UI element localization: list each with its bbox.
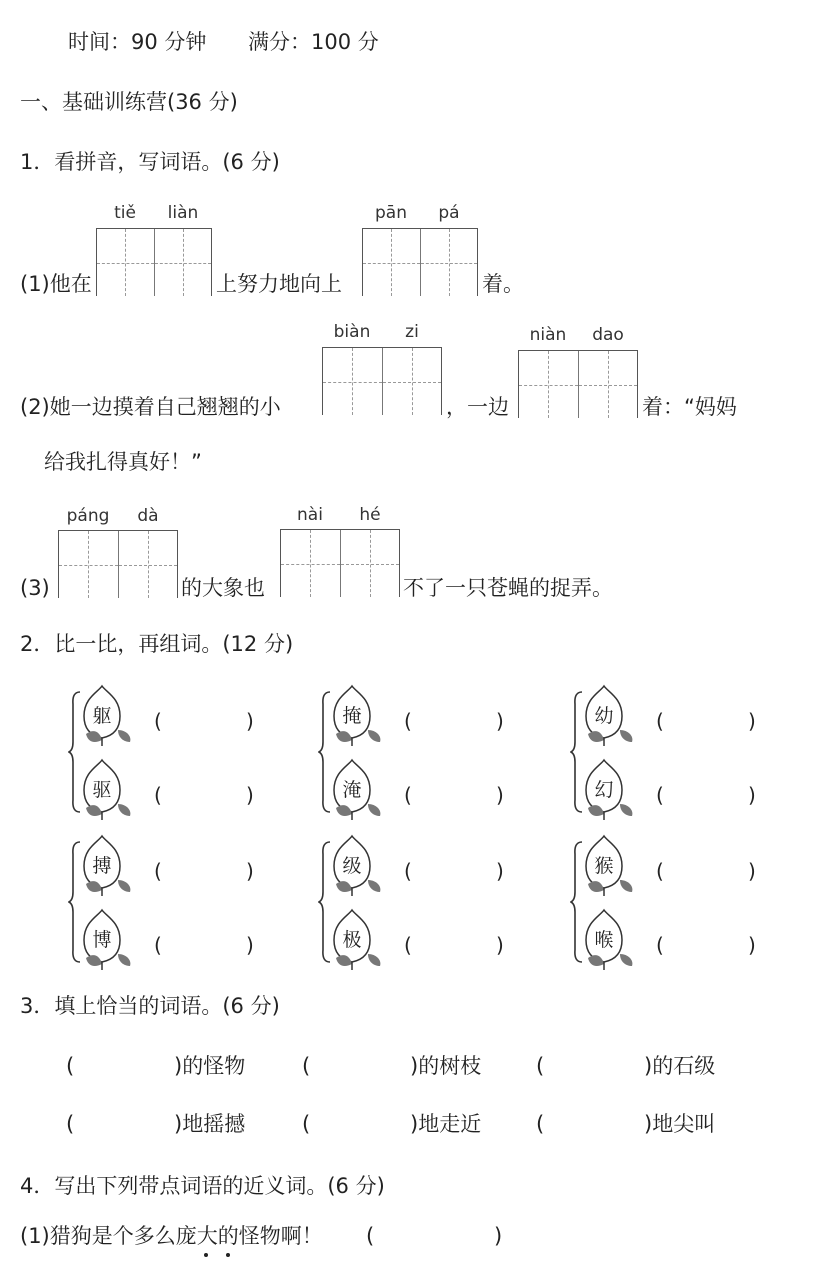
emphasis-dot — [226, 1253, 230, 1257]
card-character: 驱 — [92, 779, 112, 801]
blank-phrase: )地摇撼 — [174, 1112, 246, 1136]
peach-character-card — [330, 758, 382, 824]
card-character: 淹 — [342, 779, 362, 801]
peach-character-card — [330, 684, 382, 750]
answer-paren-close[interactable]: ) — [748, 859, 756, 883]
blank-phrase: )的树枝 — [410, 1054, 482, 1078]
answer-paren-open[interactable]: ( — [154, 783, 162, 807]
answer-paren-open[interactable]: ( — [404, 859, 412, 883]
peach-character-card — [80, 758, 132, 824]
answer-paren-open[interactable]: ( — [404, 933, 412, 957]
peach-character-card — [80, 684, 132, 750]
exam-full-score: 满分：100 分 — [248, 30, 379, 54]
q1-s2-mid: ，一边 — [446, 395, 509, 419]
pinyin-zi: zi — [405, 322, 419, 342]
q1-s3-prefix: (3) — [20, 576, 50, 600]
answer-paren-open[interactable]: ( — [154, 709, 162, 733]
peach-character-card — [582, 684, 634, 750]
blank-paren-open[interactable]: ( — [66, 1054, 75, 1078]
peach-character-card — [582, 834, 634, 900]
tianzige-box-niandao[interactable] — [518, 350, 638, 418]
blank-paren-open[interactable]: ( — [536, 1054, 545, 1078]
answer-paren-close[interactable]: ) — [246, 709, 254, 733]
blank-paren-open[interactable]: ( — [536, 1112, 545, 1136]
answer-paren-close[interactable]: ) — [246, 783, 254, 807]
blank-phrase: )的石级 — [644, 1054, 716, 1078]
answer-paren-close[interactable]: ) — [246, 859, 254, 883]
exam-time: 时间：90 分钟 — [68, 30, 207, 54]
pinyin-da: dà — [137, 506, 159, 526]
pinyin-nian: niàn — [529, 325, 567, 345]
card-character: 幻 — [594, 779, 614, 801]
peach-character-card — [80, 908, 132, 974]
pinyin-pan: pān — [375, 203, 407, 223]
card-character: 猴 — [594, 855, 614, 877]
answer-paren-close[interactable]: ) — [748, 933, 756, 957]
answer-paren-open[interactable]: ( — [154, 859, 162, 883]
pinyin-nai: nài — [297, 505, 323, 525]
tianzige-box-bianzi[interactable] — [322, 347, 442, 415]
pinyin-dao: dao — [592, 325, 624, 345]
tianzige-box-tielian[interactable] — [96, 228, 212, 296]
q1-s3-mid: 的大象也 — [181, 576, 265, 600]
q1-s2-suffix: 着：“妈妈 — [642, 395, 737, 419]
card-character: 搏 — [92, 855, 112, 877]
peach-character-card — [80, 834, 132, 900]
pinyin-tie: tiě — [114, 203, 136, 223]
emphasis-dot — [204, 1253, 208, 1257]
blank-paren-open[interactable]: ( — [302, 1054, 311, 1078]
answer-paren-open[interactable]: ( — [656, 783, 664, 807]
q1-s1-mid: 上努力地向上 — [216, 272, 342, 296]
answer-paren-open[interactable]: ( — [154, 933, 162, 957]
q1-s1-suffix: 着。 — [482, 272, 524, 296]
answer-paren-open[interactable]: ( — [404, 783, 412, 807]
q4-answer-close[interactable]: ) — [494, 1224, 503, 1248]
answer-paren-close[interactable]: ) — [748, 709, 756, 733]
question-2-title: 2．比一比，再组词。(12 分) — [20, 632, 294, 656]
question-4-title: 4．写出下列带点词语的近义词。(6 分) — [20, 1174, 385, 1198]
peach-character-card — [582, 758, 634, 824]
answer-paren-open[interactable]: ( — [656, 709, 664, 733]
tianzige-box-panpa[interactable] — [362, 228, 478, 296]
q1-s2-line2: 给我扎得真好！” — [44, 450, 202, 474]
peach-character-card — [330, 908, 382, 974]
card-character: 喉 — [594, 929, 614, 951]
card-character: 躯 — [92, 705, 112, 727]
q1-s3-suffix: 不了一只苍蝇的捉弄。 — [403, 576, 613, 600]
blank-paren-open[interactable]: ( — [66, 1112, 75, 1136]
blank-phrase: )地尖叫 — [644, 1112, 716, 1136]
card-character: 掩 — [342, 705, 362, 727]
peach-character-card — [582, 908, 634, 974]
card-character: 级 — [342, 855, 362, 877]
answer-paren-close[interactable]: ) — [748, 783, 756, 807]
pinyin-pang: páng — [66, 506, 110, 526]
question-1-title: 1．看拼音，写词语。(6 分) — [20, 150, 280, 174]
blank-phrase: )的怪物 — [174, 1054, 246, 1078]
q4-sentence-1: (1)猎狗是个多么庞大的怪物啊！ — [20, 1224, 323, 1248]
pinyin-he: hé — [359, 505, 381, 525]
answer-paren-close[interactable]: ) — [496, 709, 504, 733]
card-character: 博 — [92, 929, 112, 951]
answer-paren-open[interactable]: ( — [656, 859, 664, 883]
pinyin-pa: pá — [438, 203, 460, 223]
answer-paren-close[interactable]: ) — [496, 933, 504, 957]
answer-paren-close[interactable]: ) — [496, 783, 504, 807]
question-3-title: 3．填上恰当的词语。(6 分) — [20, 994, 280, 1018]
section-title: 一、基础训练营(36 分) — [20, 90, 238, 114]
answer-paren-open[interactable]: ( — [404, 709, 412, 733]
card-character: 幼 — [594, 705, 614, 727]
card-character: 极 — [342, 929, 362, 951]
peach-character-card — [330, 834, 382, 900]
blank-paren-open[interactable]: ( — [302, 1112, 311, 1136]
blank-phrase: )地走近 — [410, 1112, 482, 1136]
answer-paren-close[interactable]: ) — [496, 859, 504, 883]
answer-paren-close[interactable]: ) — [246, 933, 254, 957]
pinyin-lian: liàn — [167, 203, 199, 223]
q4-answer-open[interactable]: ( — [366, 1224, 375, 1248]
answer-paren-open[interactable]: ( — [656, 933, 664, 957]
pinyin-bian: biàn — [333, 322, 371, 342]
tianzige-box-pangda[interactable] — [58, 530, 178, 598]
q1-s2-prefix: (2)她一边摸着自己翘翘的小 — [20, 395, 281, 419]
tianzige-box-naihe[interactable] — [280, 529, 400, 597]
q1-s1-prefix: (1)他在 — [20, 272, 92, 296]
